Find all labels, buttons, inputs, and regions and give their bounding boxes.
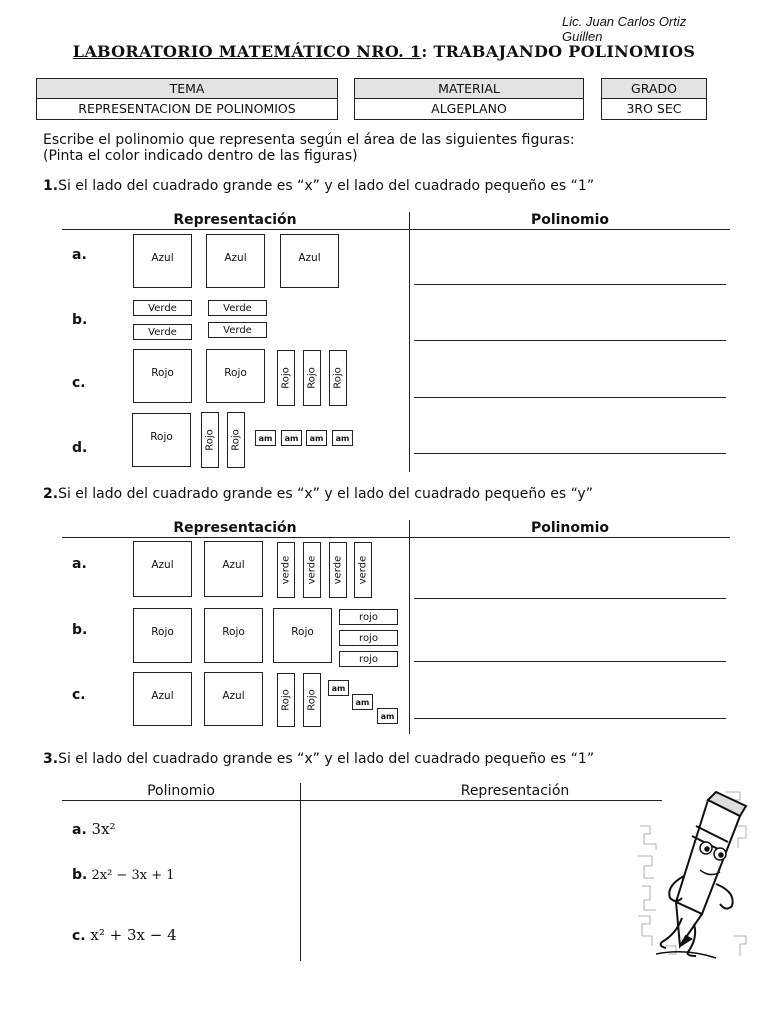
tile-am-unit: am xyxy=(328,680,349,696)
tile-verde-rectangle: Verde xyxy=(208,300,267,316)
material-label: MATERIAL xyxy=(355,79,583,99)
tile-rojo-square: Rojo xyxy=(204,608,263,663)
tile-rojo-rectangle: Rojo xyxy=(303,350,321,406)
tile-rojo-rectangle: rojo xyxy=(339,630,398,646)
tile-rojo-rectangle: Rojo xyxy=(277,673,295,727)
tile-am-unit: am xyxy=(332,430,353,446)
q2-answer-line-a[interactable] xyxy=(414,598,726,599)
q3-item-a: a. 3x² xyxy=(72,820,116,838)
material-box xyxy=(354,78,584,120)
q2-header-rule xyxy=(62,537,730,538)
tile-azul-square: Azul xyxy=(204,541,263,597)
tile-verde-rectangle: Verde xyxy=(208,322,267,338)
tile-verde-rectangle: verde xyxy=(329,542,347,598)
q3-item-b: b. 2x² − 3x + 1 xyxy=(72,867,175,883)
tile-rojo-rectangle: rojo xyxy=(339,609,398,625)
author-name-continued: Guillen xyxy=(562,29,603,44)
q1-answer-line-c[interactable] xyxy=(414,397,726,398)
q2-row-c-label: c. xyxy=(72,687,86,703)
q1-header-rule xyxy=(62,229,730,230)
tile-rojo-square: Rojo xyxy=(206,349,265,403)
tile-rojo-rectangle: Rojo xyxy=(329,350,347,406)
question-1: 1.Si el lado del cuadrado grande es “x” y el lado del cuadrado pequeño es “1” xyxy=(43,178,595,194)
q2-row-a-label: a. xyxy=(72,556,87,572)
pencil-cartoon-illustration xyxy=(636,786,754,968)
q1-polynomial-header: Polinomio xyxy=(530,212,610,228)
instructions xyxy=(43,132,575,164)
tile-verde-rectangle: verde xyxy=(277,542,295,598)
tile-rojo-rectangle: Rojo xyxy=(303,673,321,727)
q2-polynomial-header: Polinomio xyxy=(530,520,610,536)
q3-column-divider xyxy=(300,783,301,961)
q1-row-b-label: b. xyxy=(72,312,88,328)
q2-answer-line-c[interactable] xyxy=(414,718,726,719)
q1-answer-line-a[interactable] xyxy=(414,284,726,285)
tema-box xyxy=(36,78,338,120)
tile-am-unit: am xyxy=(352,694,373,710)
q2-representation-header: Representación xyxy=(173,520,297,536)
tema-label: TEMA xyxy=(37,79,337,99)
tile-verde-rectangle: Verde xyxy=(133,324,192,340)
page-title: LABORATORIO MATEMÁTICO NRO. 1: TRABAJANDO POLINOMIOS xyxy=(72,42,696,61)
material-value: ALGEPLANO xyxy=(431,101,507,116)
tile-rojo-rectangle: rojo xyxy=(339,651,398,667)
q1-row-d-label: d. xyxy=(72,440,88,456)
author-name: Lic. Juan Carlos Ortiz xyxy=(562,14,687,29)
q3-polynomial-header: Polinomio xyxy=(147,783,215,799)
tile-azul-square: Azul xyxy=(280,234,339,288)
tile-verde-rectangle: verde xyxy=(354,542,372,598)
instructions-line1: Escribe el polinomio que representa según el área de las siguientes figuras: xyxy=(43,132,575,148)
q1-answer-line-b[interactable] xyxy=(414,340,726,341)
tile-rojo-rectangle: Rojo xyxy=(227,412,245,468)
tile-rojo-square: Rojo xyxy=(133,608,192,663)
tema-value: REPRESENTACION DE POLINOMIOS xyxy=(78,101,296,116)
q1-row-a-label: a. xyxy=(72,247,87,263)
tile-azul-square: Azul xyxy=(206,234,265,288)
q1-answer-line-d[interactable] xyxy=(414,453,726,454)
instructions-line2: (Pinta el color indicado dentro de las figuras) xyxy=(43,148,358,164)
tile-rojo-square: Rojo xyxy=(132,413,191,467)
question-2: 2.Si el lado del cuadrado grande es “x” y el lado del cuadrado pequeño es “y” xyxy=(43,486,593,502)
grado-value: 3RO SEC xyxy=(626,101,682,116)
q3-header-rule xyxy=(62,800,662,801)
q1-column-divider xyxy=(409,212,410,472)
tile-rojo-square: Rojo xyxy=(133,349,192,403)
tile-azul-square: Azul xyxy=(133,541,192,597)
q2-row-b-label: b. xyxy=(72,622,88,638)
tile-am-unit: am xyxy=(255,430,276,446)
tile-verde-rectangle: Verde xyxy=(133,300,192,316)
tile-am-unit: am xyxy=(306,430,327,446)
tile-rojo-rectangle: Rojo xyxy=(201,412,219,468)
tile-azul-square: Azul xyxy=(133,234,192,288)
tile-rojo-rectangle: Rojo xyxy=(277,350,295,406)
tile-azul-square: Azul xyxy=(204,672,263,726)
grado-label: GRADO xyxy=(602,79,706,99)
q3-representation-header: Representación xyxy=(460,783,570,799)
q1-representation-header: Representación xyxy=(173,212,297,228)
tile-am-unit: am xyxy=(281,430,302,446)
grado-box xyxy=(601,78,707,120)
question-3: 3.Si el lado del cuadrado grande es “x” y el lado del cuadrado pequeño es “1” xyxy=(43,751,595,767)
q3-item-c: c. x² + 3x − 4 xyxy=(72,926,177,944)
q2-answer-line-b[interactable] xyxy=(414,661,726,662)
tile-verde-rectangle: verde xyxy=(303,542,321,598)
q2-column-divider xyxy=(409,520,410,734)
tile-rojo-square: Rojo xyxy=(273,608,332,663)
q1-row-c-label: c. xyxy=(72,375,86,391)
tile-am-unit: am xyxy=(377,708,398,724)
tile-azul-square: Azul xyxy=(133,672,192,726)
